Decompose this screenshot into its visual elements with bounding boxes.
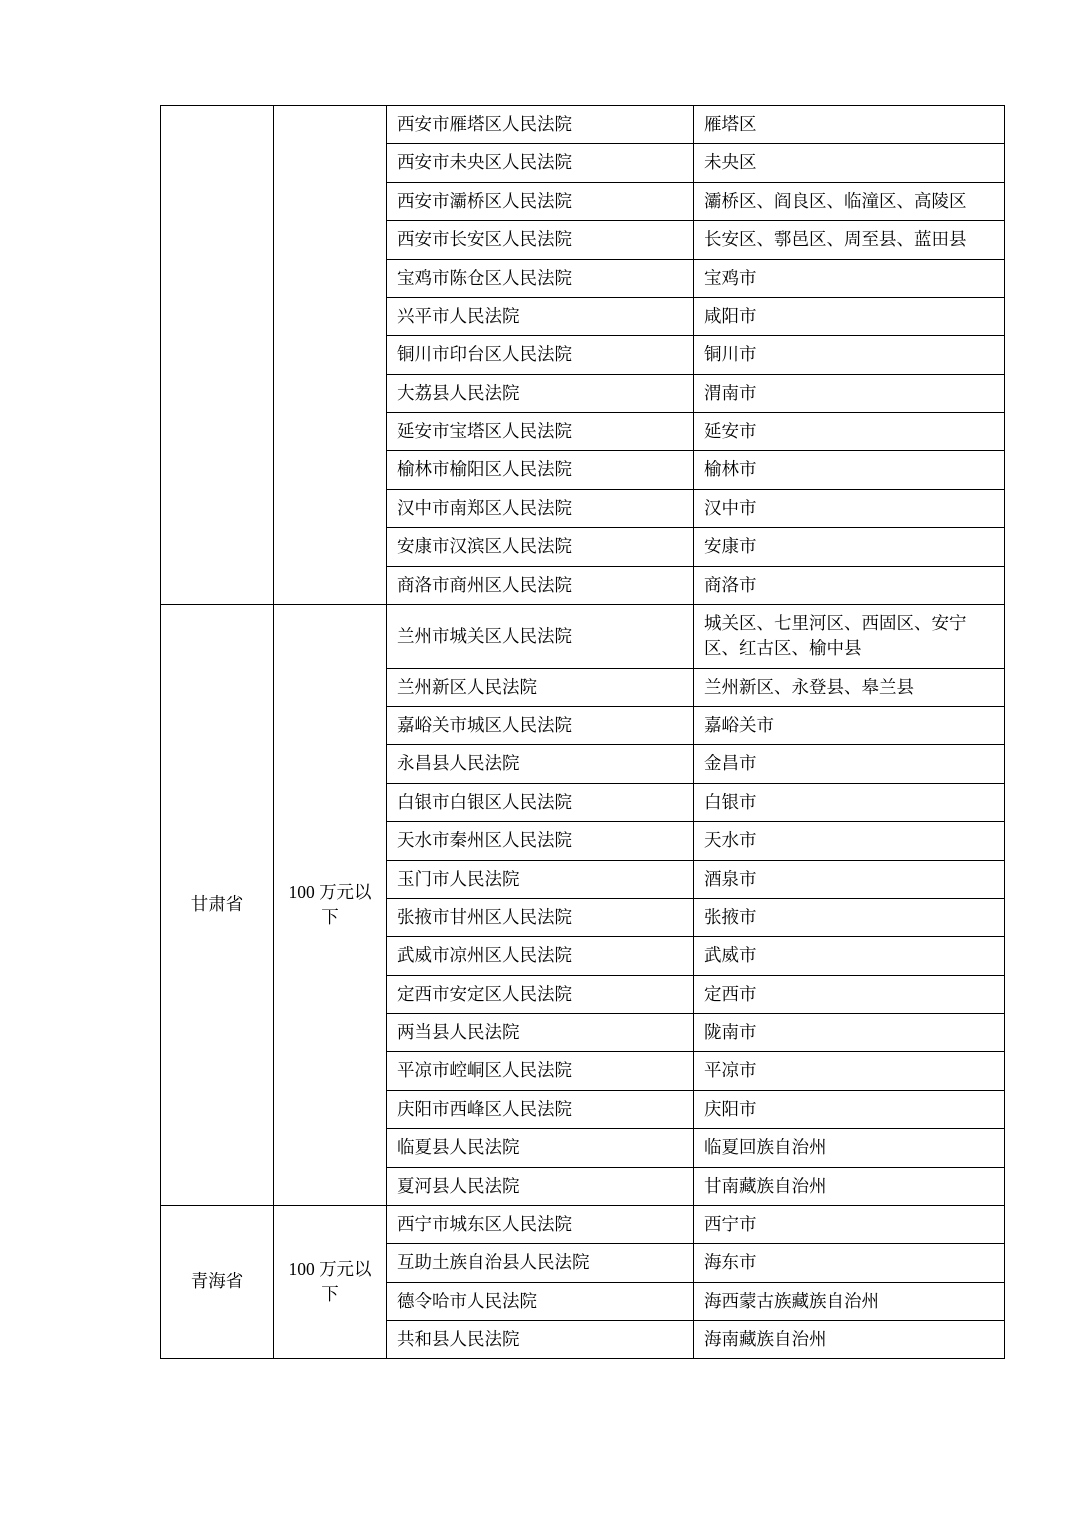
table-body — [161, 106, 1005, 1359]
area-cell: 商洛市 — [694, 566, 1005, 604]
area-cell: 兰州新区、永登县、皋兰县 — [694, 668, 1005, 706]
province-cell: 青海省 — [161, 1205, 274, 1359]
area-cell: 武威市 — [694, 937, 1005, 975]
court-cell: 张掖市甘州区人民法院 — [387, 898, 694, 936]
area-cell: 城关区、七里河区、西固区、安宁区、红古区、榆中县 — [694, 604, 1005, 668]
area-cell: 金昌市 — [694, 745, 1005, 783]
court-cell: 延安市宝塔区人民法院 — [387, 413, 694, 451]
court-cell: 西安市灞桥区人民法院 — [387, 182, 694, 220]
area-cell: 铜川市 — [694, 336, 1005, 374]
area-cell: 甘南藏族自治州 — [694, 1167, 1005, 1205]
area-cell: 汉中市 — [694, 489, 1005, 527]
court-cell: 大荔县人民法院 — [387, 374, 694, 412]
court-cell: 德令哈市人民法院 — [387, 1282, 694, 1320]
court-cell: 永昌县人民法院 — [387, 745, 694, 783]
area-cell: 未央区 — [694, 144, 1005, 182]
area-cell: 灞桥区、阎良区、临潼区、高陵区 — [694, 182, 1005, 220]
court-jurisdiction-table — [160, 105, 1005, 1359]
court-cell: 玉门市人民法院 — [387, 860, 694, 898]
court-cell: 共和县人民法院 — [387, 1321, 694, 1359]
area-cell: 海东市 — [694, 1244, 1005, 1282]
area-cell: 长安区、鄠邑区、周至县、蓝田县 — [694, 221, 1005, 259]
court-cell: 嘉峪关市城区人民法院 — [387, 707, 694, 745]
court-cell: 兰州新区人民法院 — [387, 668, 694, 706]
amount-cell — [274, 106, 387, 605]
court-cell: 西安市雁塔区人民法院 — [387, 106, 694, 144]
court-cell: 庆阳市西峰区人民法院 — [387, 1090, 694, 1128]
court-cell: 兰州市城关区人民法院 — [387, 604, 694, 668]
area-cell: 天水市 — [694, 822, 1005, 860]
area-cell: 安康市 — [694, 528, 1005, 566]
court-cell: 武威市凉州区人民法院 — [387, 937, 694, 975]
court-cell: 互助土族自治县人民法院 — [387, 1244, 694, 1282]
court-cell: 西安市长安区人民法院 — [387, 221, 694, 259]
table-row — [161, 106, 1005, 144]
court-cell: 榆林市榆阳区人民法院 — [387, 451, 694, 489]
area-cell: 嘉峪关市 — [694, 707, 1005, 745]
area-cell: 雁塔区 — [694, 106, 1005, 144]
area-cell: 平凉市 — [694, 1052, 1005, 1090]
area-cell: 庆阳市 — [694, 1090, 1005, 1128]
province-cell: 甘肃省 — [161, 604, 274, 1205]
court-cell: 西安市未央区人民法院 — [387, 144, 694, 182]
court-cell: 天水市秦州区人民法院 — [387, 822, 694, 860]
amount-cell: 100 万元以下 — [274, 1205, 387, 1359]
area-cell: 定西市 — [694, 975, 1005, 1013]
area-cell: 张掖市 — [694, 898, 1005, 936]
court-cell: 白银市白银区人民法院 — [387, 783, 694, 821]
area-cell: 海南藏族自治州 — [694, 1321, 1005, 1359]
court-cell: 宝鸡市陈仓区人民法院 — [387, 259, 694, 297]
area-cell: 临夏回族自治州 — [694, 1129, 1005, 1167]
area-cell: 白银市 — [694, 783, 1005, 821]
court-cell: 铜川市印台区人民法院 — [387, 336, 694, 374]
area-cell: 西宁市 — [694, 1205, 1005, 1243]
area-cell: 海西蒙古族藏族自治州 — [694, 1282, 1005, 1320]
area-cell: 陇南市 — [694, 1014, 1005, 1052]
court-cell: 兴平市人民法院 — [387, 297, 694, 335]
court-cell: 临夏县人民法院 — [387, 1129, 694, 1167]
area-cell: 宝鸡市 — [694, 259, 1005, 297]
court-cell: 安康市汉滨区人民法院 — [387, 528, 694, 566]
amount-cell: 100 万元以下 — [274, 604, 387, 1205]
court-cell: 定西市安定区人民法院 — [387, 975, 694, 1013]
area-cell: 酒泉市 — [694, 860, 1005, 898]
table-row — [161, 604, 1005, 668]
area-cell: 延安市 — [694, 413, 1005, 451]
area-cell: 渭南市 — [694, 374, 1005, 412]
court-cell: 夏河县人民法院 — [387, 1167, 694, 1205]
court-cell: 平凉市崆峒区人民法院 — [387, 1052, 694, 1090]
court-cell: 汉中市南郑区人民法院 — [387, 489, 694, 527]
table-row — [161, 1205, 1005, 1243]
court-cell: 西宁市城东区人民法院 — [387, 1205, 694, 1243]
court-cell: 商洛市商州区人民法院 — [387, 566, 694, 604]
area-cell: 咸阳市 — [694, 297, 1005, 335]
province-cell — [161, 106, 274, 605]
area-cell: 榆林市 — [694, 451, 1005, 489]
court-cell: 两当县人民法院 — [387, 1014, 694, 1052]
